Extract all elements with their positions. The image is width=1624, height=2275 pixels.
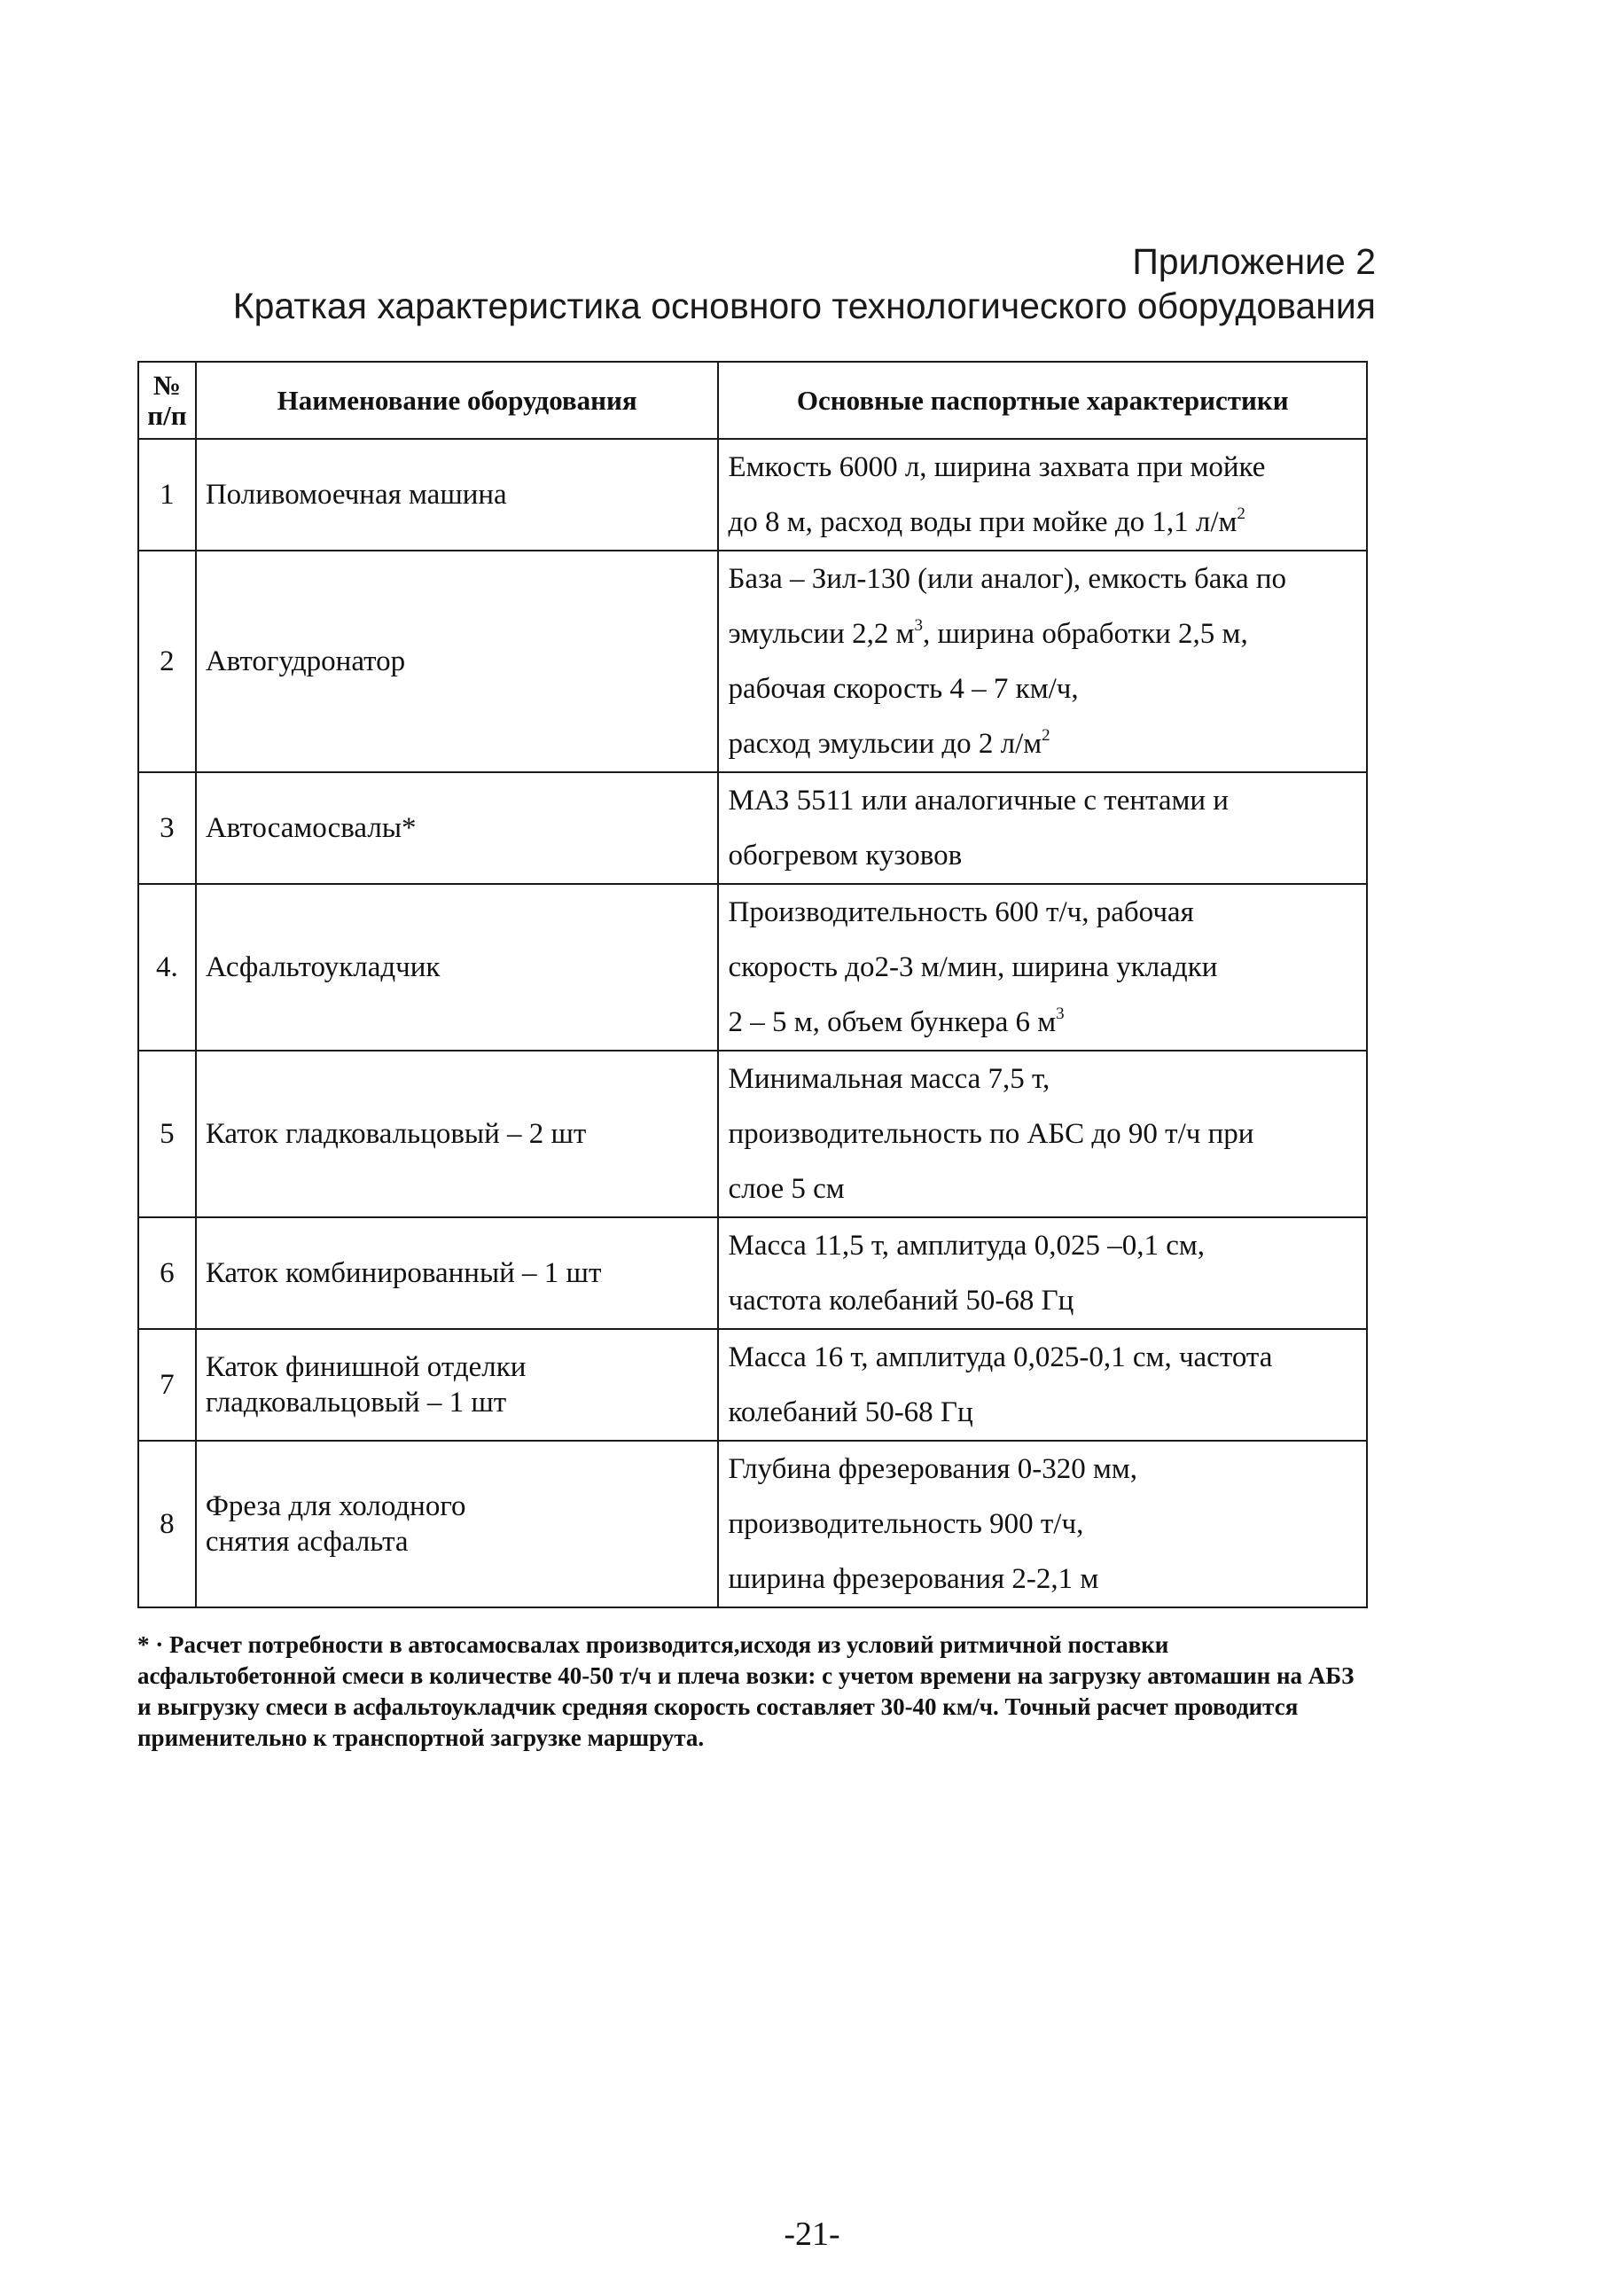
page-number: -21- (784, 2216, 840, 2253)
spec-line: База – Зил-130 (или аналог), емкость бака по (728, 563, 1287, 595)
row-spec (718, 551, 1367, 772)
spec-line: Емкость 6000 л, ширина захвата при мойке (728, 451, 1266, 483)
spec-line: ширина фрезерования 2-2,1 м (728, 1563, 1099, 1595)
table-row (138, 551, 1367, 772)
spec-line: Масса 16 т, амплитуда 0,025-0,1 см, частота (728, 1341, 1273, 1373)
row-num: 2 (138, 551, 196, 772)
appendix-label: Приложение 2 (1132, 241, 1376, 282)
equipment-table (137, 361, 1368, 1608)
row-spec (718, 1051, 1367, 1217)
spec-line: расход эмульсии до 2 $л/м^2$ (728, 726, 1050, 760)
table-row (138, 1329, 1367, 1441)
row-num: 5 (138, 1051, 196, 1217)
spec-line: Минимальная масса 7,5 т, (728, 1063, 1050, 1095)
row-num: 6 (138, 1217, 196, 1329)
row-name: Каток гладковальцовый – 2 шт (196, 1051, 719, 1217)
spec-line: обогревом кузовов (728, 840, 963, 872)
spec-line: МАЗ 5511 или аналогичные с тентами и (728, 785, 1229, 817)
table-row (138, 884, 1367, 1051)
spec-line: Масса 11,5 т, амплитуда 0,025 –0,1 см, (728, 1230, 1205, 1262)
row-spec (718, 884, 1367, 1051)
row-name: Поливомоечная машина (196, 439, 719, 551)
table-row (138, 1051, 1367, 1217)
table-header-row (138, 362, 1367, 439)
row-spec (718, 1329, 1367, 1441)
name-line: Фреза для холодного (205, 1490, 466, 1522)
name-line: гладковальцовый – 1 шт (205, 1387, 507, 1419)
spec-line: производительность 900 т/ч, (728, 1508, 1084, 1540)
row-name: Автогудронатор (196, 551, 719, 772)
name-line: снятия асфальта (205, 1526, 409, 1558)
footnote: * · Расчет потребности в автосамосвалах производится,исходя из условий ритмичной поставки асфальтобетонной смеси в количестве 40-50 т/ч и плеча возки: с учетом времени на загрузку автомашин на АБЗ и выгрузку смеси в асфальтоукладчик средняя скорость составляет 30-40 км/ч. Точный расчет проводится применительно к транспортной загрузке маршрута. (137, 1631, 1355, 1751)
row-name: Каток комбинированный – 1 шт (196, 1217, 719, 1329)
row-name: Автосамосвалы* (196, 772, 719, 884)
row-spec (718, 439, 1367, 551)
spec-line: частота колебаний 50-68 Гц (728, 1285, 1074, 1317)
spec-line: слое 5 см (728, 1173, 845, 1205)
row-name (196, 1441, 719, 1607)
row-num: 7 (138, 1329, 196, 1441)
spec-line: скорость до2-3 м/мин, ширина укладки (728, 951, 1218, 983)
spec-line: Производительность 600 т/ч, рабочая (728, 896, 1194, 928)
document-title: Краткая характеристика основного технологического оборудования (232, 285, 1376, 326)
header-spec: Основные паспортные характеристики (718, 362, 1367, 439)
spec-line: производительность по АБС до 90 т/ч при (728, 1118, 1254, 1150)
header-name: Наименование оборудования (196, 362, 719, 439)
spec-line: до 8 м, расход воды при мойке до 1,1 $л/м^2$ (728, 504, 1245, 538)
row-num: 8 (138, 1441, 196, 1607)
header-num: № п/п (138, 362, 196, 439)
table-row (138, 439, 1367, 551)
spec-line: рабочая скорость 4 – 7 км/ч, (728, 673, 1079, 705)
row-num: 3 (138, 772, 196, 884)
row-spec (718, 1441, 1367, 1607)
table-row (138, 1441, 1367, 1607)
spec-line: Глубина фрезерования 0-320 мм, (728, 1453, 1138, 1485)
row-num: 4. (138, 884, 196, 1051)
table-row (138, 772, 1367, 884)
spec-line: колебаний 50-68 Гц (728, 1396, 973, 1428)
table-row (138, 1217, 1367, 1329)
row-num: 1 (138, 439, 196, 551)
row-spec (718, 1217, 1367, 1329)
row-name (196, 1329, 719, 1441)
row-name: Асфальтоукладчик (196, 884, 719, 1051)
row-spec (718, 772, 1367, 884)
spec-line: эмульсии 2,2 $м^3$, ширина обработки 2,5 м, (728, 616, 1248, 650)
spec-line: 2 – 5 м, объем бункера 6 $м^3$ (728, 1005, 1065, 1038)
name-line: Каток финишной отделки (205, 1351, 527, 1383)
